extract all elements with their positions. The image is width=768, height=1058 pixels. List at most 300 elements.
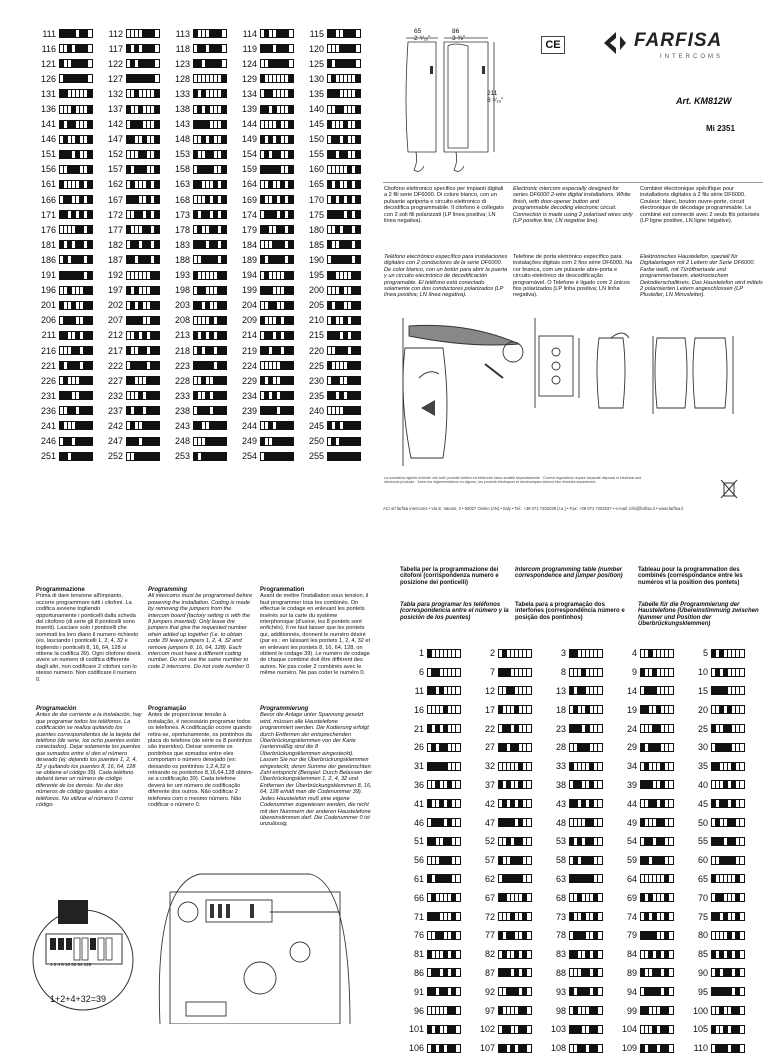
code-number: 140 [308, 104, 324, 115]
code-cell [170, 210, 237, 220]
code-number: 180 [308, 224, 324, 235]
table-row [36, 283, 376, 298]
jumper-pattern [327, 150, 361, 159]
jumper-pattern [711, 668, 745, 677]
jumper-pattern [640, 762, 674, 771]
code-cell [304, 436, 371, 446]
jumper-pattern [126, 255, 160, 264]
code-cell [237, 149, 304, 159]
code-number: 248 [174, 436, 190, 447]
code-cell [686, 949, 757, 959]
jumper-pattern [711, 686, 745, 695]
jumper-pattern [640, 968, 674, 977]
code-cell [36, 361, 103, 371]
table-row [402, 907, 762, 926]
code-cell [304, 134, 371, 144]
code-number: 149 [241, 134, 257, 145]
code-number: 28 [555, 742, 566, 753]
code-number: 29 [626, 742, 637, 753]
code-number: 8 [560, 667, 566, 678]
code-cell [402, 799, 473, 809]
code-number: 247 [107, 436, 123, 447]
code-number: 216 [40, 345, 56, 356]
code-cell [304, 361, 371, 371]
code-cell [402, 968, 473, 978]
code-cell [36, 285, 103, 295]
code-number: 113 [175, 28, 190, 39]
jumper-pattern [59, 240, 93, 249]
code-cell [237, 225, 304, 235]
jumper-pattern [640, 780, 674, 789]
jumper-pattern [193, 437, 227, 446]
code-number: 53 [555, 836, 566, 847]
code-cell [36, 74, 103, 84]
jumper-pattern [59, 301, 93, 310]
jumper-pattern [327, 44, 361, 53]
jumper-pattern [260, 89, 294, 98]
code-cell [615, 648, 686, 658]
code-cell [103, 330, 170, 340]
code-cell [615, 705, 686, 715]
code-number: 164 [241, 179, 257, 190]
table-row [402, 700, 762, 719]
code-cell [304, 315, 371, 325]
code-cell [615, 742, 686, 752]
code-number: 239 [241, 405, 257, 416]
jumper-pattern [327, 89, 361, 98]
jumper-pattern [260, 105, 294, 114]
code-cell [36, 240, 103, 250]
code-number: 85 [697, 949, 708, 960]
code-cell [36, 270, 103, 280]
code-cell [103, 119, 170, 129]
jumper-pattern [327, 165, 361, 174]
jumper-pattern [711, 743, 745, 752]
jumper-pattern [427, 686, 461, 695]
code-cell [544, 667, 615, 677]
manual-id: Mi 2351 [706, 124, 735, 133]
code-cell [544, 836, 615, 846]
code-cell [686, 761, 757, 771]
code-number: 23 [555, 723, 566, 734]
code-number: 35 [697, 761, 708, 772]
ce-mark: CE [541, 36, 565, 54]
jumper-pattern [126, 89, 160, 98]
code-number: 224 [241, 360, 257, 371]
code-number: 255 [308, 451, 324, 462]
code-cell [36, 195, 103, 205]
jumper-pattern [427, 968, 461, 977]
code-cell [170, 225, 237, 235]
code-cell [237, 134, 304, 144]
code-number: 40 [697, 779, 708, 790]
code-cell [103, 436, 170, 446]
jumper-pattern [260, 165, 294, 174]
code-number: 251 [40, 451, 56, 462]
code-cell [36, 330, 103, 340]
code-number: 207 [107, 315, 123, 326]
jumper-pattern [498, 686, 532, 695]
jumper-pattern [59, 331, 93, 340]
jumper-pattern [569, 950, 603, 959]
code-cell [402, 912, 473, 922]
code-cell [544, 1024, 615, 1034]
code-number: 127 [107, 73, 123, 84]
jumper-pattern [498, 762, 532, 771]
code-cell [36, 451, 103, 461]
divider [383, 182, 763, 183]
code-cell [170, 240, 237, 250]
code-cell [544, 686, 615, 696]
code-cell [237, 300, 304, 310]
code-number: 183 [174, 239, 190, 250]
legal-text: La normativa vigente richiede che tutti i prodotti elettrici ed elettronici siano smaltiti separatamente · Current regulations require separate disposal of electrical and electronic products · Selon les réglementations en vigueur, les produits électriques et électroniques doivent être éliminés séparément. [384, 476, 642, 484]
jumper-pattern [59, 406, 93, 415]
code-cell [304, 421, 371, 431]
dimension-65: 65 2 ⁹⁄₁₆" [414, 28, 431, 42]
jumper-pattern [126, 286, 160, 295]
jumper-pattern [126, 331, 160, 340]
code-number: 19 [626, 704, 637, 715]
code-cell [473, 742, 544, 752]
code-cell [473, 818, 544, 828]
jumper-pattern [193, 59, 227, 68]
programming-pt: Programação Antes de proporcionar tensão à instalação, é necessário programar todos os telefones. A codificação ocorre quando retira-se, oportunamente, os pontinhos da placa do telefone (de série os 8 pontinhos são inseridos). Deixar somente os pontinhos que somados entre eles comportam o número desejado (ex: deixando os pontinhos 1,2,4,32 e retirando os pontinhos 8,16,64,128 obtém-se a codificação 39). Cada telefone deverá ter um número de codificação diferente dos outros. Não codificar 2 telefones com o mesmo número. Não codificar o número 0. [148, 706, 254, 809]
jumper-pattern [193, 361, 227, 370]
table-row [36, 298, 376, 313]
code-cell [36, 391, 103, 401]
table-row [36, 71, 376, 86]
jumper-pattern [59, 286, 93, 295]
code-cell [473, 874, 544, 884]
code-table-top [36, 26, 376, 464]
code-number: 114 [242, 28, 257, 39]
code-cell [170, 134, 237, 144]
jumper-pattern [59, 120, 93, 129]
jumper-pattern [126, 59, 160, 68]
code-number: 203 [174, 300, 190, 311]
jumper-pattern [59, 452, 93, 461]
jumper-pattern [59, 74, 93, 83]
code-number: 221 [40, 360, 56, 371]
code-cell [544, 874, 615, 884]
code-number: 210 [308, 315, 324, 326]
jumper-pattern [193, 421, 227, 430]
code-cell [615, 686, 686, 696]
code-number: 9 [631, 667, 637, 678]
jumper-pattern [193, 89, 227, 98]
jumper-pattern [427, 649, 461, 658]
jumper-pattern [498, 1044, 532, 1053]
code-cell [473, 648, 544, 658]
table-title-de: Tabelle für die Programmierung der Haustelefone (Übereinstimmung zwischen Nummer und Position der Überbrückungsklemmen) [638, 602, 759, 628]
code-number: 158 [174, 164, 190, 175]
jumper-pattern [327, 452, 361, 461]
code-number: 236 [40, 405, 56, 416]
code-number: 21 [413, 723, 424, 734]
jumper-pattern [427, 818, 461, 827]
jumper-pattern [640, 950, 674, 959]
code-number: 167 [107, 194, 123, 205]
code-number: 18 [555, 704, 566, 715]
code-cell [36, 346, 103, 356]
jumper-pattern [126, 225, 160, 234]
code-number: 45 [697, 798, 708, 809]
code-number: 46 [413, 817, 424, 828]
code-cell [686, 667, 757, 677]
jumper-pattern [327, 286, 361, 295]
code-number: 135 [308, 88, 324, 99]
code-number: 72 [484, 911, 495, 922]
code-cell [237, 104, 304, 114]
jumper-pattern [498, 743, 532, 752]
table-row [36, 101, 376, 116]
code-number: 153 [174, 149, 190, 160]
code-cell [544, 742, 615, 752]
code-number: 187 [107, 254, 123, 265]
code-number: 211 [41, 330, 56, 341]
jumper-sum: 1+2+4+32=39 [50, 994, 107, 1004]
jumper-pattern [498, 799, 532, 808]
jumper-pattern [193, 225, 227, 234]
table-row [402, 870, 762, 889]
code-cell [103, 361, 170, 371]
table-row [36, 328, 376, 343]
code-number: 230 [308, 375, 324, 386]
code-cell [103, 29, 170, 39]
code-number: 222 [107, 360, 123, 371]
code-number: 81 [413, 949, 424, 960]
article-code: Art. KM812W [676, 96, 732, 106]
jumper-pattern [427, 837, 461, 846]
jumper-pattern [126, 240, 160, 249]
code-number: 227 [107, 375, 123, 386]
jumper-pattern [569, 686, 603, 695]
jumper-pattern [498, 893, 532, 902]
code-cell [170, 74, 237, 84]
table-row [402, 851, 762, 870]
jumper-pattern [327, 135, 361, 144]
jumper-pattern [126, 150, 160, 159]
jumper-pattern [193, 195, 227, 204]
code-number: 235 [308, 390, 324, 401]
code-cell [170, 59, 237, 69]
code-cell [304, 255, 371, 265]
code-number: 250 [308, 436, 324, 447]
code-number: 2 [489, 648, 495, 659]
table-row [36, 388, 376, 403]
jumper-pattern [260, 316, 294, 325]
table-row [36, 343, 376, 358]
code-number: 12 [484, 685, 495, 696]
code-cell [473, 836, 544, 846]
table-row [402, 982, 762, 1001]
code-cell [686, 686, 757, 696]
code-number: 190 [308, 254, 324, 265]
code-number: 217 [107, 345, 123, 356]
table-row [402, 794, 762, 813]
code-cell [36, 119, 103, 129]
table-row [36, 358, 376, 373]
code-number: 101 [408, 1024, 424, 1035]
code-number: 243 [174, 420, 190, 431]
code-cell [473, 930, 544, 940]
code-cell [402, 724, 473, 734]
code-cell [103, 255, 170, 265]
code-cell [304, 300, 371, 310]
jumper-pattern [59, 135, 93, 144]
jumper-pattern [569, 856, 603, 865]
code-number: 89 [626, 967, 637, 978]
code-number: 198 [174, 285, 190, 296]
jumper-pattern [569, 968, 603, 977]
code-number: 57 [484, 855, 495, 866]
jumper-pattern [327, 437, 361, 446]
code-number: 54 [626, 836, 637, 847]
jumper-pattern [193, 331, 227, 340]
jumper-pattern [498, 668, 532, 677]
code-cell [615, 1024, 686, 1034]
table-row [402, 813, 762, 832]
jumper-pattern [569, 668, 603, 677]
code-cell [544, 648, 615, 658]
code-cell [237, 119, 304, 129]
jumper-pattern [193, 316, 227, 325]
table-row [402, 964, 762, 983]
code-number: 209 [241, 315, 257, 326]
jumper-pattern [59, 391, 93, 400]
jumper-pattern [327, 29, 361, 38]
code-number: 66 [413, 892, 424, 903]
code-number: 151 [40, 149, 56, 160]
jumper-pattern [260, 29, 294, 38]
jumper-pattern [260, 150, 294, 159]
code-number: 194 [241, 270, 257, 281]
description-fr: Combiné électronique spécifique pour installations digitales à 2 fils série DF6000. Couleur: blanc, bouton ouvre-porte, circuit électronique de décodage programmable. Le combiné est connecté avec 2 seuls fils polarisés (LP ligne positive, LN ligne négative). [640, 186, 760, 225]
jumper-pattern [569, 893, 603, 902]
code-cell [237, 89, 304, 99]
jumper-pattern [193, 150, 227, 159]
code-cell [304, 59, 371, 69]
code-cell [36, 300, 103, 310]
code-number: 22 [484, 723, 495, 734]
jumper-pattern [498, 856, 532, 865]
jumper-pattern [427, 762, 461, 771]
jumper-pattern [59, 225, 93, 234]
jumper-pattern [427, 724, 461, 733]
code-cell [237, 164, 304, 174]
jumper-pattern [640, 1044, 674, 1053]
code-number: 68 [555, 892, 566, 903]
code-number: 75 [697, 911, 708, 922]
code-cell [473, 987, 544, 997]
jumper-pattern [711, 874, 745, 883]
code-number: 115 [309, 28, 324, 39]
code-cell [237, 179, 304, 189]
code-cell [686, 968, 757, 978]
code-cell [402, 893, 473, 903]
code-number: 16 [413, 704, 424, 715]
jumper-pattern [711, 780, 745, 789]
code-number: 131 [40, 88, 56, 99]
code-number: 141 [40, 119, 56, 130]
jumper-pattern [193, 406, 227, 415]
jumper-pattern [711, 931, 745, 940]
code-cell [686, 1006, 757, 1016]
code-cell [170, 285, 237, 295]
code-number: 49 [626, 817, 637, 828]
code-cell [544, 855, 615, 865]
code-cell [615, 893, 686, 903]
code-number: 98 [555, 1005, 566, 1016]
code-number: 102 [479, 1024, 495, 1035]
code-cell [304, 346, 371, 356]
code-cell [473, 1024, 544, 1034]
jumper-pattern [260, 361, 294, 370]
code-cell [103, 210, 170, 220]
jumper-pattern [327, 210, 361, 219]
table-title-es: Tabla para programar los teléfonos (correspondencia entre el número y la posición de los puentes) [400, 602, 509, 621]
jumper-pattern [498, 874, 532, 883]
code-cell [304, 29, 371, 39]
jumper-pattern [427, 912, 461, 921]
jumper-pattern [640, 686, 674, 695]
code-cell [402, 705, 473, 715]
jumper-pattern [59, 44, 93, 53]
code-number: 171 [40, 209, 56, 220]
code-number: 205 [308, 300, 324, 311]
code-number: 213 [174, 330, 190, 341]
code-cell [544, 761, 615, 771]
jumper-pattern [327, 74, 361, 83]
table-title-en: Intercom programming table (number correspondence and jumper position) [515, 567, 623, 580]
jumper-pattern [327, 271, 361, 280]
table-row [402, 1039, 762, 1058]
jumper-pattern [640, 818, 674, 827]
code-cell [544, 1006, 615, 1016]
code-number: 103 [550, 1024, 566, 1035]
code-number: 154 [241, 149, 257, 160]
code-number: 231 [40, 390, 56, 401]
code-cell [544, 968, 615, 978]
table-row [36, 268, 376, 283]
jumper-pattern [126, 105, 160, 114]
jumper-pattern [193, 376, 227, 385]
jumper-pattern [569, 987, 603, 996]
jumper-pattern [126, 195, 160, 204]
code-number: 126 [40, 73, 56, 84]
code-number: 14 [626, 685, 637, 696]
jumper-pattern [498, 931, 532, 940]
code-number: 94 [626, 986, 637, 997]
jumper-pattern [498, 1025, 532, 1034]
jumper-pattern [711, 856, 745, 865]
code-number: 134 [241, 88, 257, 99]
code-number: 226 [40, 375, 56, 386]
code-number: 20 [697, 704, 708, 715]
jumper-pattern [498, 780, 532, 789]
code-cell [304, 225, 371, 235]
code-number: 88 [555, 967, 566, 978]
code-number: 80 [697, 930, 708, 941]
code-cell [36, 134, 103, 144]
jumper-pattern [260, 120, 294, 129]
code-number: 156 [40, 164, 56, 175]
jumper-pattern [427, 743, 461, 752]
code-cell [686, 987, 757, 997]
jumper-pattern [193, 301, 227, 310]
jumper-pattern [327, 225, 361, 234]
